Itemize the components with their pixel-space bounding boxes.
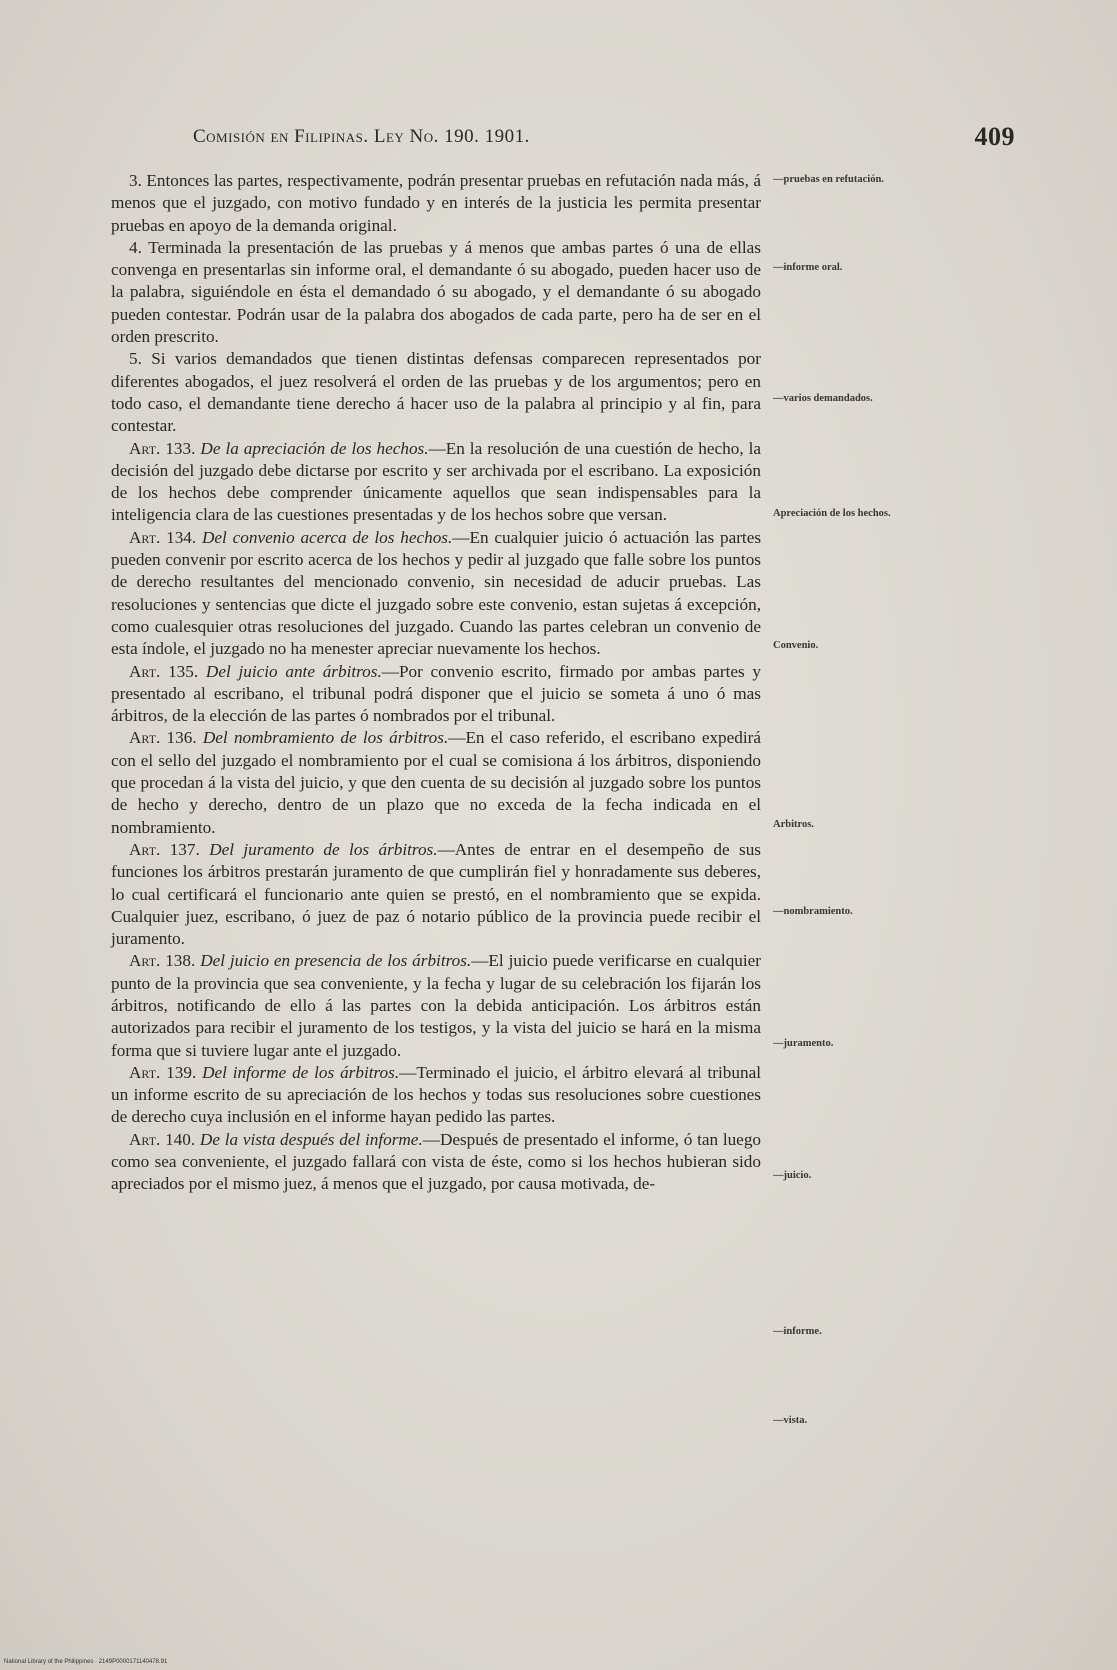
article-text: —Antes de entrar en el desempeño de sus funciones los árbitros prestarán juramento de que cumplirán fiel y honradamente sus deberes, lo cual certificará el funcionario ante quien se prestó, en el nombramiento que se expida. Cualquier juez, escribano, ó juez de paz ó notario público de la provincia puede recibir el juramento. — [111, 839, 762, 949]
article-138 — [111, 950, 761, 1061]
margin-note: —nombramiento. — [773, 906, 853, 917]
article-title: De la vista después del informe. — [199, 1129, 423, 1149]
article-number: Art. 134. — [129, 527, 197, 547]
article-number: Art. 133. — [129, 438, 196, 458]
margin-note: —vista. — [773, 1415, 808, 1426]
article-139 — [111, 1062, 761, 1129]
article-text: —El juicio puede verificarse en cualquier punto de la provincia que sea conveniente, y la fecha y lugar de su celebración los fijarán los árbitros, notificando de ello á las partes con la debida anticipación. Los árbitros están autorizados para recibir el juramento de los testigos, y la vista del juicio se hará en la misma forma que si tuviere lugar ante el juzgado. — [111, 951, 762, 1060]
article-text: —Después de presentado el informe, ó tan luego como sea conveniente, el juzgado fallará con vista de éste, como si los hechos hubieran sido apreciados por el mismo juez, á menos que el juzgado, por causa motivada, de- — [111, 1129, 762, 1194]
article-number: Art. 137. — [129, 839, 200, 859]
paragraph-text: 3. Entonces las partes, respectivamente, podrán presentar pruebas en refutación nada más, á menos que el juzgado, con motivo fundado y en interés de la justicia les permita presentar pruebas en apoyo de la demanda original. — [111, 171, 761, 235]
article-title: Del nombramiento de los árbitros. — [202, 728, 449, 748]
article-number: Art. 139. — [129, 1062, 197, 1082]
paragraph-1 — [111, 170, 761, 237]
article-135 — [111, 661, 761, 728]
running-title: Comisión en Filipinas. Ley No. 190. 1901. — [193, 126, 530, 147]
article-text: —En cualquier juicio ó actuación las partes pueden convenir por escrito acerca de los hechos y pedir al juzgado que falle sobre los puntos de derecho resultantes del mencionado convenio, sin necesidad de aducir pruebas. Las resoluciones y sentencias que dicte el juzgado sobre este convenio, estan sujetas á excepción, como cualesquier otras resoluciones del juzgado. Cuando las partes celebran un convenio de esta índole, el juzgado no ha menester apreciar nuevamente los hechos. — [111, 527, 762, 659]
margin-note: Apreciación de los hechos. — [773, 508, 891, 519]
article-text: —En el caso referido, el escribano expedirá con el sello del juzgado el nombramiento por el cual se comisiona á los árbitros, disponiendo que procedan á la vista del juicio, y que den cuenta de su decisión al juzgado sobre los puntos de hecho y derecho, dentro de un plazo que no exceda de la fecha indicada en el nombramiento. — [111, 728, 761, 837]
article-title: Del juicio ante árbitros. — [205, 661, 382, 681]
page-header — [193, 122, 1015, 156]
scan-footer: National Library of the Philippines · 2149P0000171140478.91 — [4, 1659, 168, 1665]
article-title: Del informe de los árbitros. — [202, 1062, 400, 1082]
article-number: Art. 135. — [129, 661, 199, 681]
article-title: De la apreciación de los hechos. — [200, 438, 429, 458]
article-133 — [111, 438, 761, 527]
margin-note: Convenio. — [773, 640, 819, 651]
article-number: Art. 140. — [129, 1129, 196, 1149]
margin-note: —pruebas en refutación. — [773, 174, 884, 185]
article-title: Del juicio en presencia de los árbitros. — [200, 951, 472, 971]
paragraph-2 — [111, 237, 761, 348]
margin-note: —varios demandados. — [773, 393, 873, 404]
article-134 — [111, 527, 761, 661]
article-text: —En la resolución de una cuestión de hecho, la decisión del juzgado debe dictarse por escrito y ser archivada por el escribano. La exposición de los hechos debe comprender únicamente aquellos que sean indispensables para la inteligencia clara de las cuestiones presentadas y de los hechos sobre que versan. — [111, 438, 762, 525]
page-number: 409 — [974, 122, 1015, 151]
margin-note: —informe oral. — [773, 262, 843, 273]
margin-note: Arbitros. — [773, 819, 814, 830]
article-title: Del convenio acerca de los hechos. — [202, 527, 453, 547]
margin-note: —juramento. — [773, 1038, 834, 1049]
article-140 — [111, 1129, 761, 1196]
article-title: Del juramento de los árbitros. — [209, 839, 438, 859]
article-number: Art. 136. — [129, 728, 197, 748]
paragraph-3 — [111, 348, 761, 437]
article-136 — [111, 727, 761, 838]
paragraph-text: 5. Si varios demandados que tienen distintas defensas comparecen representados por diferentes abogados, el juez resolverá el orden de las pruebas y de los argumentos; pero en todo caso, el demandante tiene derecho á hacer uso de la palabra al principio y al fin, para contestar. — [111, 349, 761, 436]
article-137 — [111, 839, 761, 950]
article-text: —Terminado el juicio, el árbitro elevará al tribunal un informe escrito de su apreciación de los hechos y todas sus resoluciones sobre cuestiones de derecho cuya inclusión en el informe hayan pedido las partes. — [111, 1062, 761, 1127]
margin-note: —juicio. — [773, 1170, 812, 1181]
article-number: Art. 138. — [129, 951, 196, 971]
margin-note: —informe. — [773, 1326, 822, 1337]
article-text: —Por convenio escrito, firmado por ambas partes y presentado al escribano, el tribunal podrá disponer que el juicio se someta á uno ó mas árbitros, de la elección de las partes ó nombrados por el tribunal. — [111, 661, 761, 726]
body-text — [111, 170, 761, 1196]
paragraph-text: 4. Terminada la presentación de las pruebas y á menos que ambas partes ó una de ellas convenga en presentarlas sin informe oral, el demandante ó su abogado, pueden hacer uso de la palabra, siguiéndole en ésta el demandado ó su abogado, y el demandante ó su abogado pueden contestar. Podrán usar de la palabra dos abogados de cada parte, pero ha de ser en el orden prescrito. — [111, 237, 761, 347]
